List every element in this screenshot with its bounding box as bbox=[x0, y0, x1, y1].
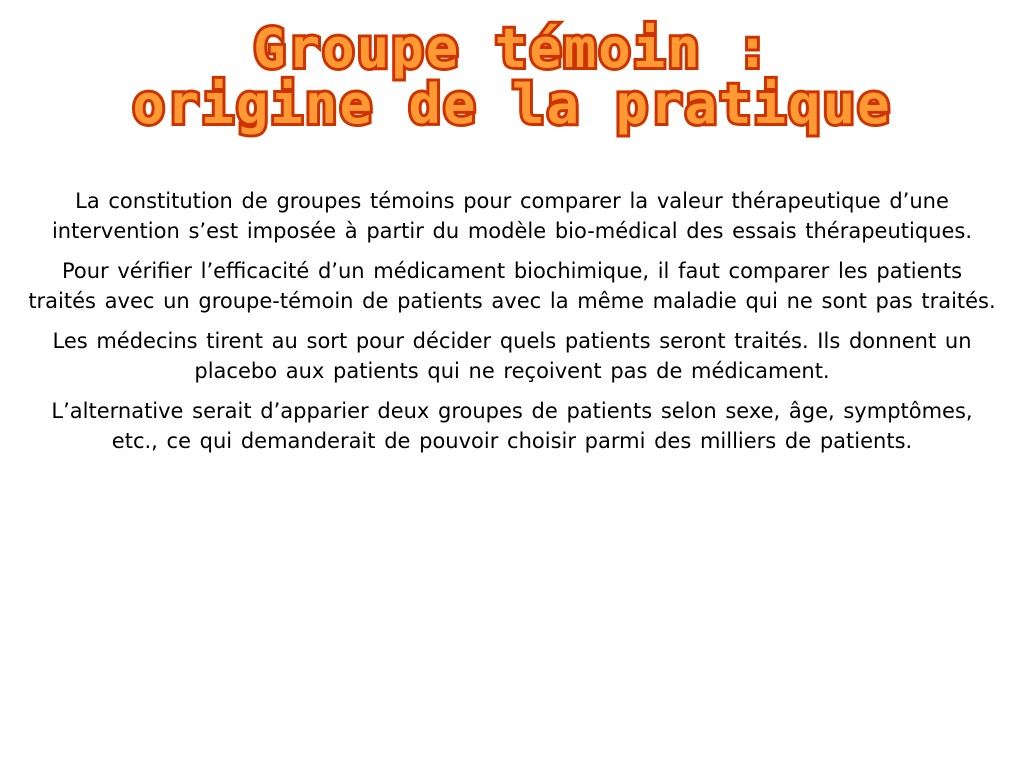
paragraph-randomization: Les médecins tirent au sort pour décider quels patients seront traités. Ils donnent un placebo aux patients qui ne reçoivent pas de médicament. bbox=[52, 329, 972, 383]
paragraph-efficacy: Pour vérifier l’efficacité d’un médicament biochimique, il faut comparer les patients traités avec un groupe-témoin de patients avec la même maladie qui ne sont pas traités. bbox=[28, 259, 996, 313]
slide-title-line-2: origine de la pratique bbox=[132, 73, 892, 136]
paragraph-control-groups: La constitution de groupes témoins pour comparer la valeur thérapeutique d’une intervention s’est imposée à partir du modèle bio-médical des essais thérapeutiques. bbox=[51, 189, 973, 243]
paragraph-alternative: L’alternative serait d’apparier deux groupes de patients selon sexe, âge, symptômes, etc., ce qui demanderait de pouvoir choisir parmi des milliers de patients. bbox=[51, 399, 973, 453]
slide-title-line-1: Groupe témoin : bbox=[253, 17, 771, 80]
slide-body bbox=[28, 186, 996, 456]
slide-title bbox=[28, 17, 996, 136]
